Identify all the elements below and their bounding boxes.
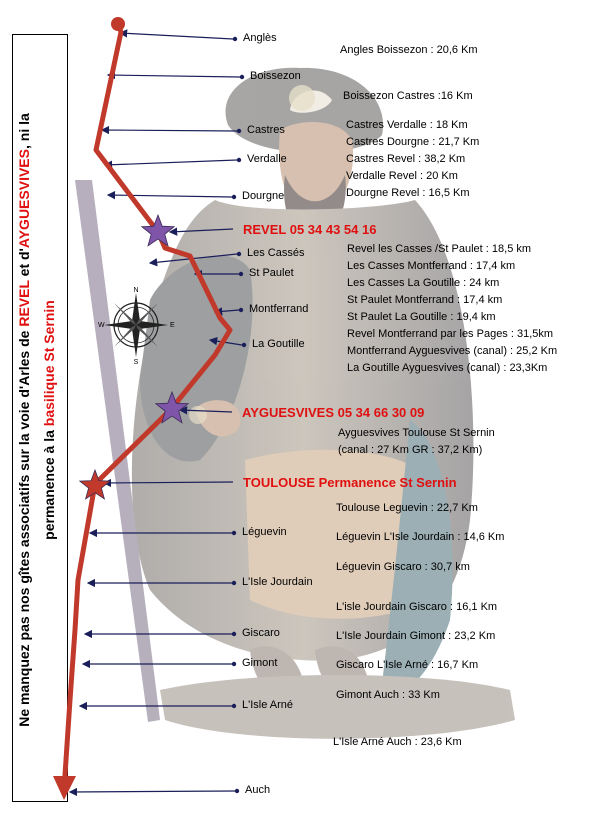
- compass-s: S: [133, 359, 139, 365]
- compass-w: W: [98, 322, 105, 329]
- promo-line2-pre: permanence à la: [41, 426, 57, 540]
- promo-line1-mid: et d': [16, 248, 32, 281]
- stop-dot-3: [237, 158, 241, 162]
- distance-line: Verdalle Revel : 20 Km: [346, 170, 458, 182]
- stop-dot-6: [239, 272, 243, 276]
- stop-dot-0: [233, 37, 237, 41]
- route-arrowhead: [53, 776, 76, 800]
- stop-label: Anglès: [243, 32, 277, 44]
- stop-label: Castres: [247, 124, 285, 136]
- stop-dot-14: [235, 789, 239, 793]
- compass-n: N: [133, 287, 139, 294]
- connector-line-14: [70, 791, 235, 792]
- stop-dot-2: [237, 129, 241, 133]
- distance-line: Revel Montferrand par les Pages : 31,5km: [347, 328, 554, 340]
- distance-line: (canal : 27 Km GR : 37,2 Km): [338, 444, 483, 456]
- highlight-connector-1: [180, 410, 232, 412]
- stop-dot-11: [232, 632, 236, 636]
- stop-dot-8: [242, 343, 246, 347]
- distance-line: Les Casses La Goutille : 24 km: [347, 277, 500, 289]
- stop-label: Verdalle: [247, 153, 287, 165]
- distance-line: Giscaro L'Isle Arné : 16,7 Km: [336, 659, 479, 671]
- distance-line: Léguevin L'Isle Jourdain : 14,6 Km: [336, 531, 505, 543]
- stop-label: Dourgne: [242, 190, 285, 202]
- distance-line: Montferrand Ayguesvives (canal) : 25,2 Km: [347, 345, 558, 357]
- distance-line: St Paulet Montferrand : 17,4 km: [347, 294, 503, 306]
- distance-line: Les Casses Montferrand : 17,4 km: [347, 260, 516, 272]
- connector-line-1: [108, 75, 240, 77]
- stop-label: Gimont: [242, 657, 278, 669]
- route-start-dot: [111, 17, 125, 31]
- stop-dot-4: [232, 195, 236, 199]
- distance-line: Boissezon Castres :16 Km: [343, 90, 473, 102]
- distance-line: Angles Boissezon : 20,6 Km: [340, 44, 478, 56]
- distance-line: L'Isle Arné Auch : 23,6 Km: [333, 736, 462, 748]
- stop-label: Montferrand: [249, 303, 309, 315]
- stop-label: Auch: [245, 784, 271, 796]
- stop-dot-7: [239, 308, 243, 312]
- distance-line: Castres Revel : 38,2 Km: [346, 153, 466, 165]
- stop-label: Boissezon: [250, 70, 301, 82]
- highlight-label-1: AYGUESVIVES 05 34 66 30 09: [242, 405, 425, 420]
- stop-label: L'Isle Arné: [242, 699, 294, 711]
- highlight-connector-0: [170, 229, 233, 232]
- distance-line: St Paulet La Goutille : 19,4 km: [347, 311, 496, 323]
- distance-line: L'Isle Jourdain Gimont : 23,2 Km: [336, 630, 496, 642]
- connector-line-3: [105, 160, 237, 165]
- distance-line: Léguevin Giscaro : 30,7 km: [336, 561, 470, 573]
- distance-line: La Goutille Ayguesvives (canal) : 23,3Km: [347, 362, 548, 374]
- highlight-connector-2: [104, 482, 233, 483]
- compass-e: E: [170, 322, 175, 329]
- distance-line: Ayguesvives Toulouse St Sernin: [338, 427, 495, 439]
- promo-revel: REVEL: [16, 280, 32, 327]
- stop-dot-12: [232, 662, 236, 666]
- stop-label: Les Cassés: [247, 247, 305, 259]
- promo-ayguesvives: AYGUESVIVES: [16, 149, 32, 249]
- promo-line1-post: , ni la: [16, 113, 32, 150]
- stop-label: L'Isle Jourdain: [242, 576, 313, 588]
- promo-basilique: basilique St Sernin: [41, 300, 57, 427]
- distance-line: L'isle Jourdain Giscaro : 16,1 Km: [336, 601, 498, 613]
- stop-dot-1: [240, 75, 244, 79]
- promo-line1-pre: Ne manquez pas nos gîtes associatifs sur la voie d'Arles de: [16, 326, 32, 727]
- stop-dot-13: [232, 704, 236, 708]
- distance-line: Toulouse Leguevin : 22,7 Km: [336, 502, 478, 514]
- distance-line: Castres Dourgne : 21,7 Km: [346, 136, 480, 148]
- distance-line: Castres Verdalle : 18 Km: [346, 119, 468, 131]
- distance-line: Dourgne Revel : 16,5 Km: [346, 187, 470, 199]
- stop-label: La Goutille: [252, 338, 305, 350]
- stop-label: Giscaro: [242, 627, 280, 639]
- distance-line: Revel les Casses /St Paulet : 18,5 km: [347, 243, 532, 255]
- camino-route-line: [64, 24, 230, 790]
- connector-line-2: [102, 130, 237, 131]
- stop-dot-9: [232, 531, 236, 535]
- stop-label: St Paulet: [249, 267, 294, 279]
- highlight-label-2: TOULOUSE Permanence St Sernin: [243, 475, 457, 490]
- connector-line-0: [120, 33, 233, 39]
- distance-line: Gimont Auch : 33 Km: [336, 689, 440, 701]
- highlight-label-0: REVEL 05 34 43 54 16: [243, 222, 377, 237]
- stop-dot-5: [237, 252, 241, 256]
- connector-line-4: [108, 195, 232, 197]
- stop-dot-10: [232, 581, 236, 585]
- stop-label: Léguevin: [242, 526, 287, 538]
